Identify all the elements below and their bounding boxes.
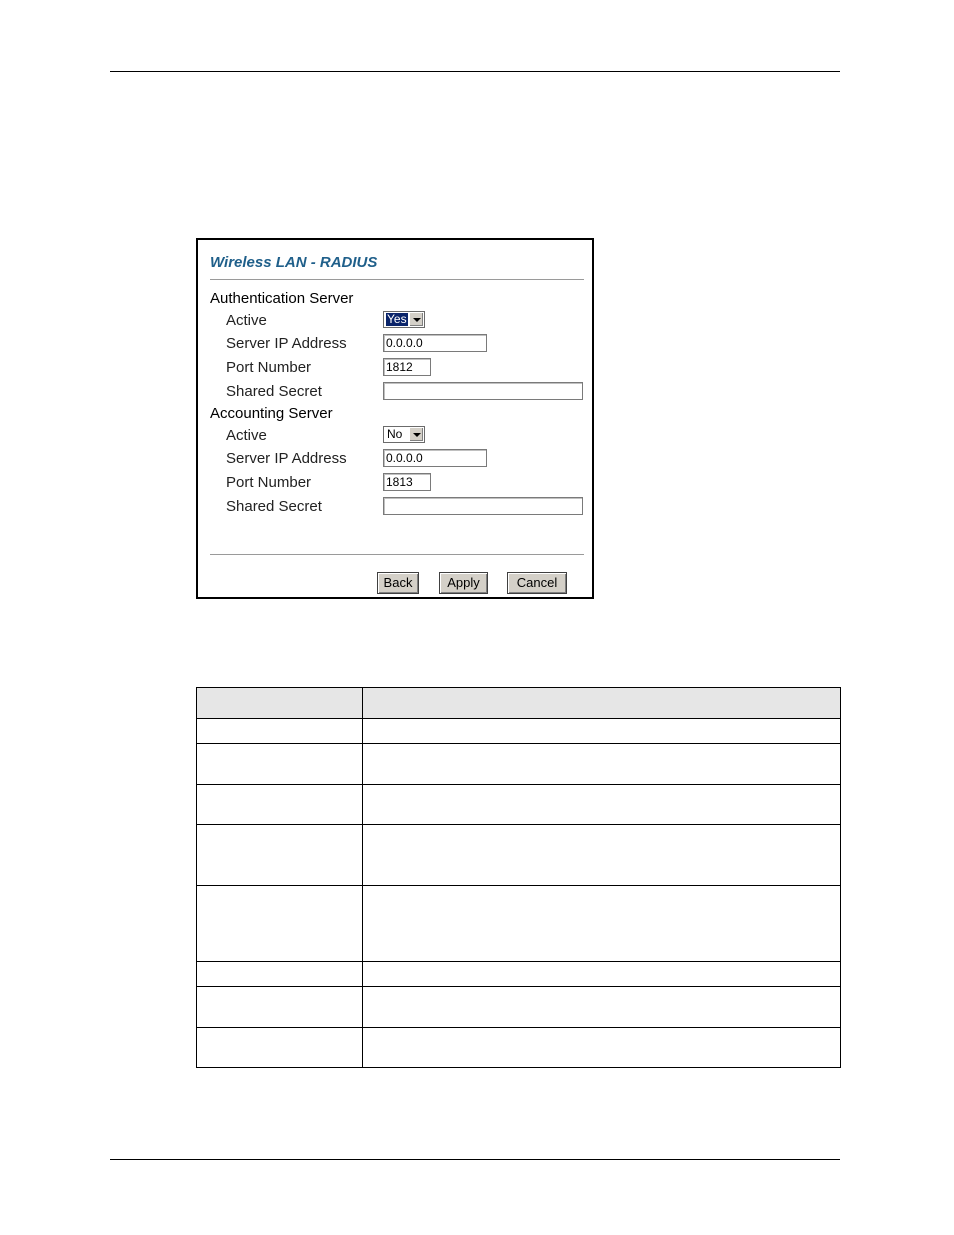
- table-cell: [363, 825, 841, 886]
- acct-secret-label: Shared Secret: [226, 498, 322, 515]
- table-cell: [197, 987, 363, 1028]
- table-cell: [197, 962, 363, 987]
- acct-port-input[interactable]: 1813: [383, 473, 431, 491]
- auth-port-label: Port Number: [226, 359, 312, 376]
- table-cell: [363, 719, 841, 744]
- table-header-row: [197, 688, 841, 719]
- table-row: [197, 886, 841, 962]
- table-cell: [197, 825, 363, 886]
- auth-ip-label: Server IP Address: [226, 335, 347, 352]
- chevron-down-icon[interactable]: [409, 313, 423, 326]
- table-cell: [363, 1028, 841, 1068]
- table-cell: [197, 886, 363, 962]
- field-description-table: [196, 687, 841, 1068]
- auth-active-value: Yes: [387, 312, 407, 326]
- apply-button[interactable]: Apply: [439, 572, 488, 594]
- table-cell: [197, 785, 363, 825]
- auth-secret-label: Shared Secret: [226, 383, 322, 400]
- auth-active-label: Active: [226, 312, 267, 329]
- title-divider: [210, 279, 584, 280]
- table-cell: [197, 1028, 363, 1068]
- table-row: [197, 962, 841, 987]
- table-row: [197, 719, 841, 744]
- acct-active-value: No: [387, 427, 403, 441]
- table-row: [197, 744, 841, 785]
- table-row: [197, 825, 841, 886]
- acct-active-select[interactable]: [383, 426, 425, 443]
- acct-secret-input[interactable]: [383, 497, 583, 515]
- panel-title: Wireless LAN - RADIUS: [210, 254, 378, 271]
- auth-active-select[interactable]: [383, 311, 425, 328]
- footer-rule: [110, 1159, 840, 1160]
- table-cell: [363, 785, 841, 825]
- table-row: [197, 1028, 841, 1068]
- table-cell: [363, 886, 841, 962]
- acct-ip-input[interactable]: 0.0.0.0: [383, 449, 487, 467]
- footer-divider: [210, 554, 584, 555]
- header-rule: [110, 71, 840, 72]
- table-cell: [197, 744, 363, 785]
- table-cell: [197, 719, 363, 744]
- acct-port-label: Port Number: [226, 474, 312, 491]
- table-cell: [363, 962, 841, 987]
- chevron-down-icon[interactable]: [409, 428, 423, 441]
- radius-settings-panel: [196, 238, 594, 599]
- table-cell: [363, 987, 841, 1028]
- auth-port-input[interactable]: 1812: [383, 358, 431, 376]
- auth-ip-input[interactable]: 0.0.0.0: [383, 334, 487, 352]
- table-cell: [363, 744, 841, 785]
- table-header-cell: [363, 688, 841, 719]
- table-row: [197, 785, 841, 825]
- cancel-button[interactable]: Cancel: [507, 572, 567, 594]
- acct-active-label: Active: [226, 427, 267, 444]
- acct-ip-label: Server IP Address: [226, 450, 347, 467]
- authentication-server-heading: Authentication Server: [210, 290, 354, 307]
- back-button[interactable]: Back: [377, 572, 419, 594]
- accounting-server-heading: Accounting Server: [210, 405, 333, 422]
- auth-secret-input[interactable]: [383, 382, 583, 400]
- table-header-cell: [197, 688, 363, 719]
- table-row: [197, 987, 841, 1028]
